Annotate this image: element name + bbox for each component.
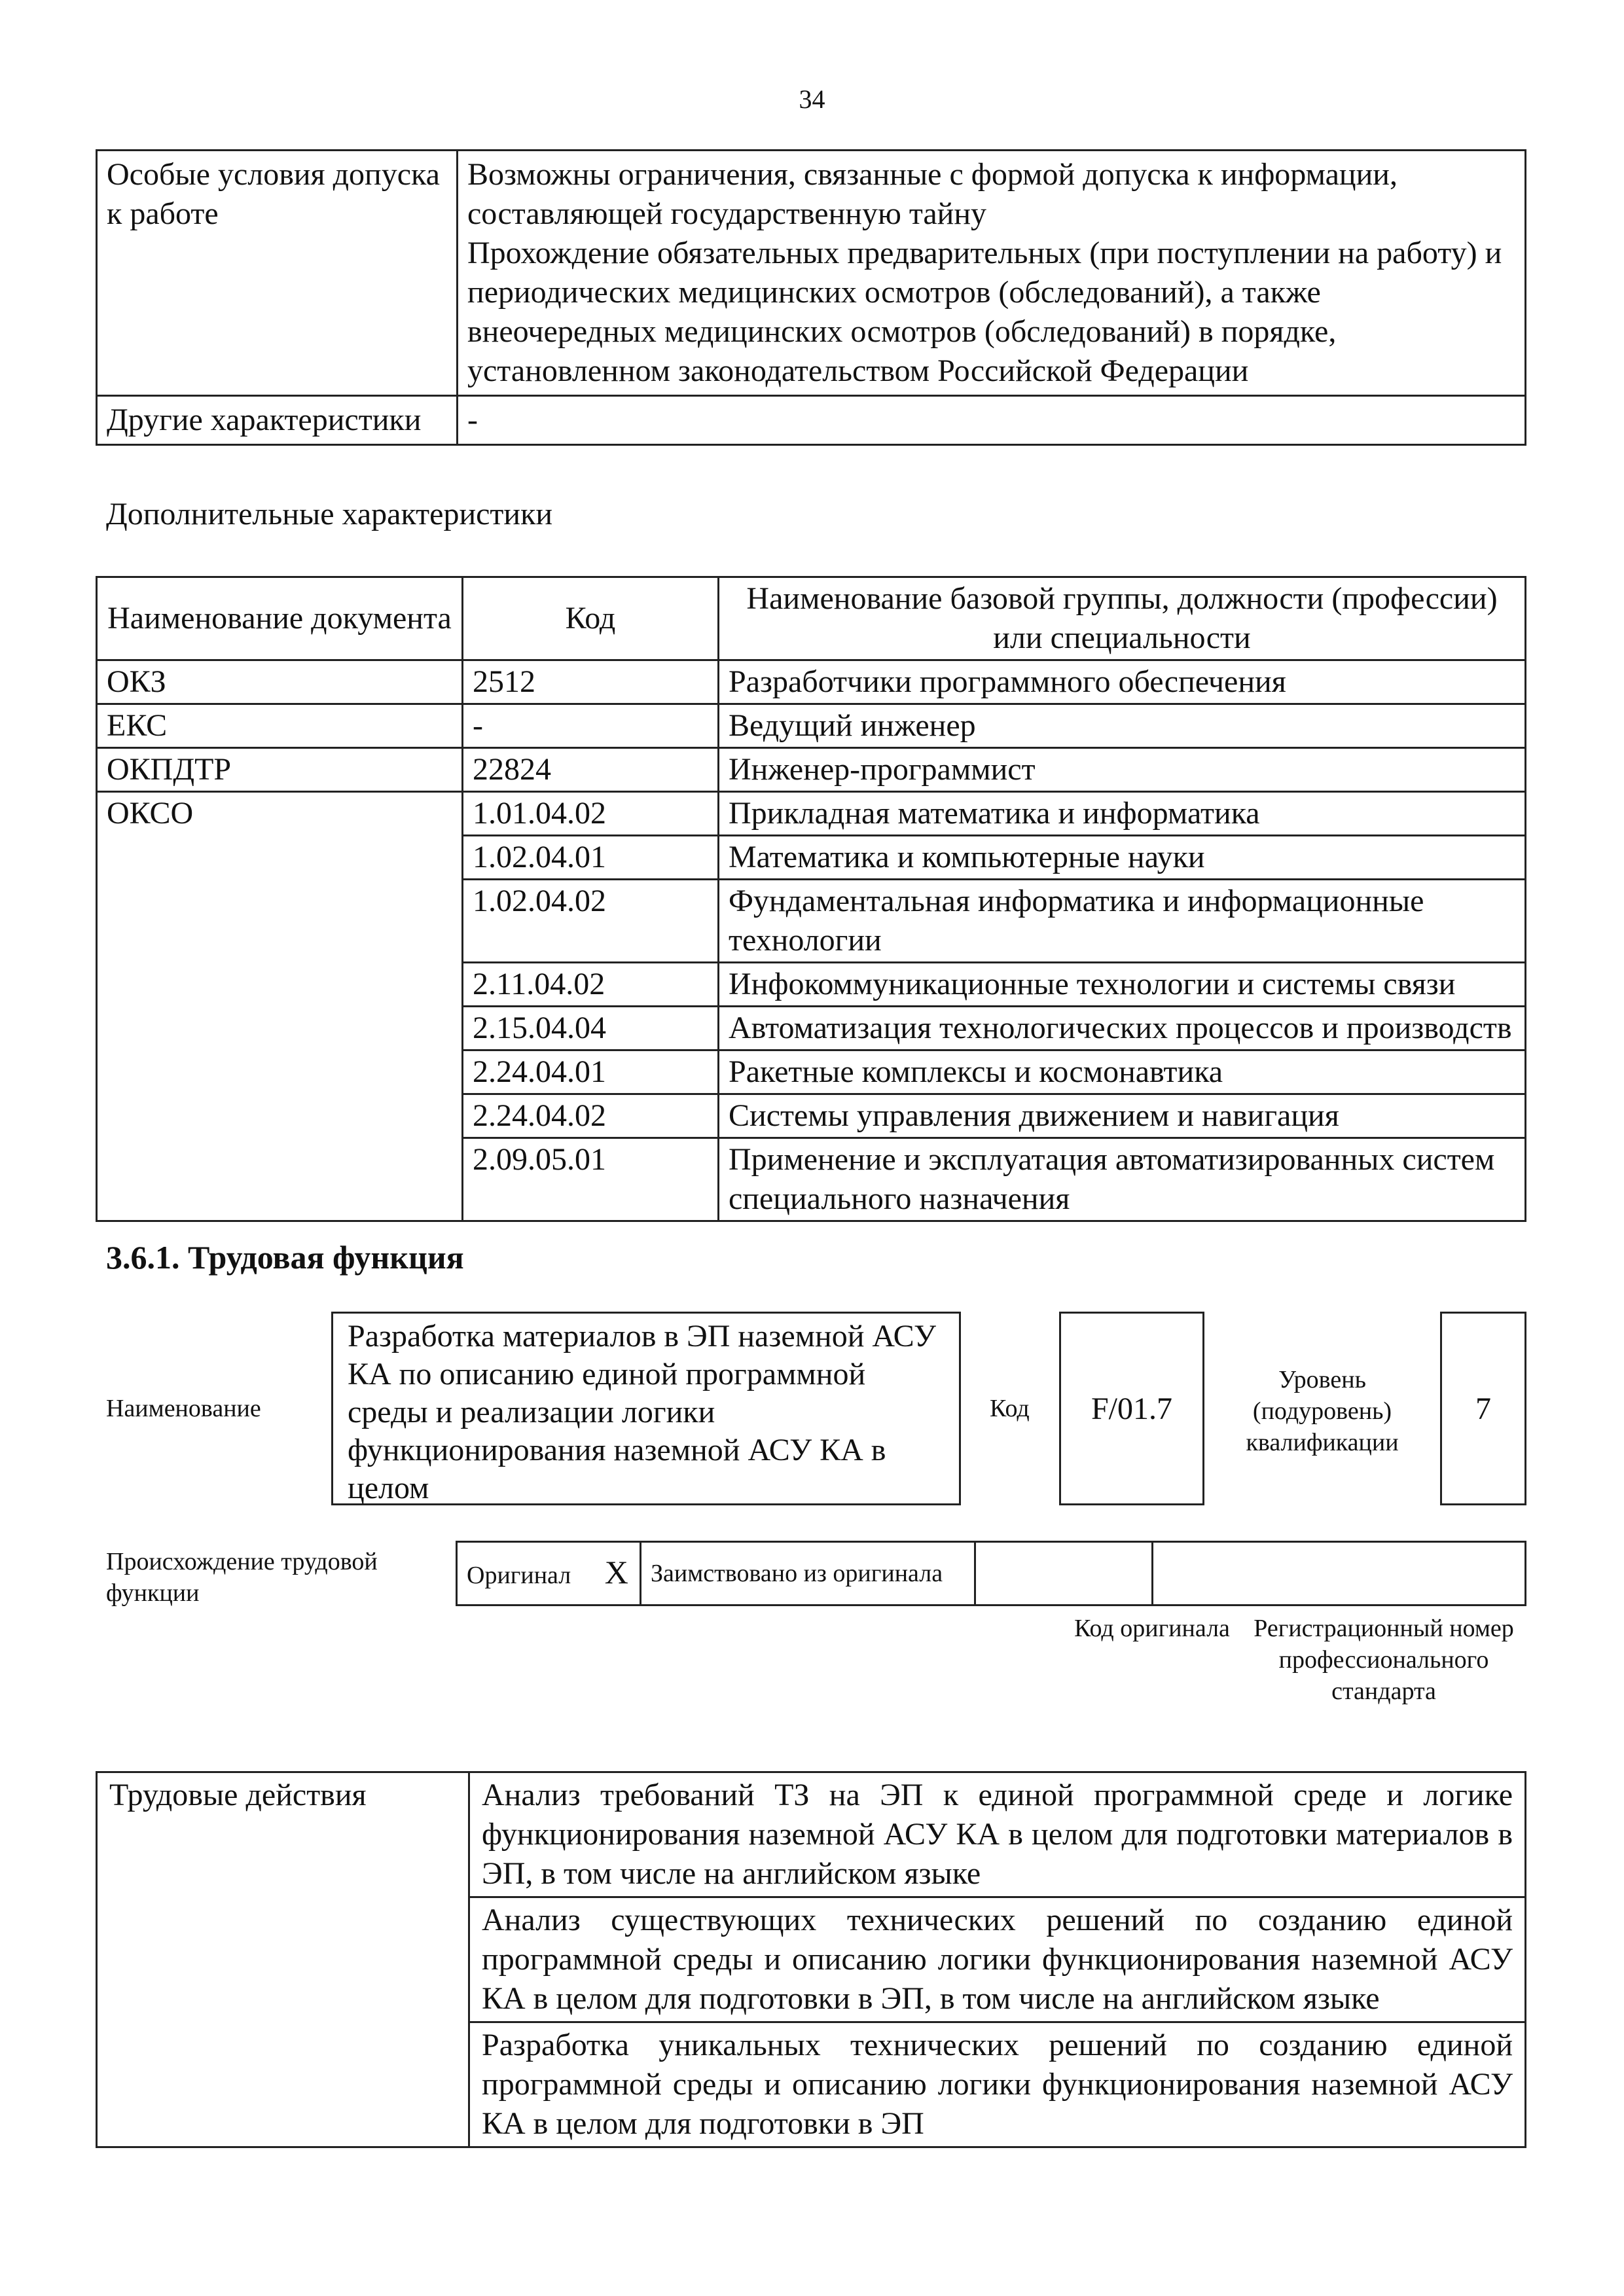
special-conditions-label: Особые условия допуска к работе <box>97 151 458 396</box>
code-cell: - <box>463 704 719 748</box>
original-cell <box>457 1542 641 1605</box>
table-row <box>97 704 1526 748</box>
name-cell: Математика и компьютерные науки <box>719 836 1526 880</box>
code-cell: 2.09.05.01 <box>463 1138 719 1221</box>
table-row <box>457 1542 1526 1605</box>
name-cell: Прикладная математика и информатика <box>719 792 1526 836</box>
header-name: Наименование базовой группы, должности (профессии) или специальности <box>719 577 1526 660</box>
qualification-level-box: 7 <box>1440 1312 1526 1505</box>
name-cell: Ракетные комплексы и космонавтика <box>719 1050 1526 1094</box>
original-mark: X <box>604 1553 628 1590</box>
header-doc: Наименование документа <box>97 577 463 660</box>
borrowed-label: Заимствовано из оригинала <box>641 1542 975 1605</box>
function-name-box: Разработка материалов в ЭП наземной АСУ КА по описанию единой программной среды и реализации логики функционирования наземной АСУ КА в целом <box>331 1312 961 1505</box>
function-name-label: Наименование <box>106 1395 261 1422</box>
reg-number-cell <box>1153 1542 1526 1605</box>
table-row <box>97 396 1526 445</box>
actions-label: Трудовые действия <box>97 1772 469 2147</box>
name-cell: Инфокоммуникационные технологии и системы связи <box>719 963 1526 1007</box>
qualification-level-label: Уровень (подуровень) квалификации <box>1246 1366 1399 1456</box>
page-number: 34 <box>799 84 825 114</box>
table-row <box>97 151 1526 396</box>
original-label: Оригинал <box>467 1561 571 1589</box>
action-item: Анализ требований ТЗ на ЭП к единой программной среде и логике функционирования наземной АСУ КА в целом для подготовки материалов в ЭП, в том числе на английском языке <box>469 1772 1526 1897</box>
name-cell: Применение и эксплуатация автоматизированных систем специального назначения <box>719 1138 1526 1221</box>
origin-table <box>456 1541 1526 1606</box>
name-cell: Системы управления движением и навигация <box>719 1094 1526 1138</box>
actions-table <box>96 1771 1526 2148</box>
doc-cell: ОКЗ <box>97 660 463 704</box>
conditions-table <box>96 149 1526 446</box>
original-code-caption: Код оригинала <box>1074 1615 1230 1642</box>
additional-table <box>96 576 1526 1222</box>
condition-line: Прохождение обязательных предварительных (при поступлении на работу) и периодических медицинских осмотров (обследований), а также внеочередных медицинских осмотров (обследований) в порядке, установленном законодательством Российской Федерации <box>467 236 1502 388</box>
reg-number-caption: Регистрационный номер профессионального стандарта <box>1254 1615 1514 1705</box>
action-item: Разработка уникальных технических решений по созданию единой программной среды и описанию логики функционирования наземной АСУ КА в целом для подготовки в ЭП <box>469 2022 1526 2147</box>
code-cell: 1.01.04.02 <box>463 792 719 836</box>
doc-cell: ОКПДТР <box>97 748 463 792</box>
function-code-label: Код <box>990 1395 1030 1422</box>
name-cell: Разработчики программного обеспечения <box>719 660 1526 704</box>
code-cell: 2.15.04.04 <box>463 1007 719 1050</box>
table-row <box>97 792 1526 836</box>
code-cell: 1.02.04.01 <box>463 836 719 880</box>
condition-line: Возможны ограничения, связанные с формой допуска к информации, составляющей государственную тайну <box>467 157 1398 231</box>
function-code-box: F/01.7 <box>1059 1312 1204 1505</box>
table-header-row <box>97 577 1526 660</box>
doc-cell: ОКСО <box>97 792 463 1221</box>
action-item: Анализ существующих технических решений по созданию единой программной среды и описанию логики функционирования наземной АСУ КА в целом для подготовки в ЭП, в том числе на английском языке <box>469 1897 1526 2022</box>
name-cell: Ведущий инженер <box>719 704 1526 748</box>
section-title: 3.6.1. Трудовая функция <box>106 1239 464 1276</box>
code-cell: 1.02.04.02 <box>463 880 719 963</box>
name-cell: Автоматизация технологических процессов и производств <box>719 1007 1526 1050</box>
header-code: Код <box>463 577 719 660</box>
table-row <box>97 1772 1526 1897</box>
table-row <box>97 660 1526 704</box>
additional-heading: Дополнительные характеристики <box>106 497 553 531</box>
code-cell: 2.24.04.01 <box>463 1050 719 1094</box>
code-cell: 2.24.04.02 <box>463 1094 719 1138</box>
other-characteristics-label: Другие характеристики <box>97 396 458 445</box>
special-conditions-value <box>458 151 1526 396</box>
other-characteristics-value: - <box>458 396 1526 445</box>
code-cell: 2512 <box>463 660 719 704</box>
code-cell: 22824 <box>463 748 719 792</box>
doc-cell: ЕКС <box>97 704 463 748</box>
table-row <box>97 748 1526 792</box>
original-code-cell <box>975 1542 1153 1605</box>
name-cell: Инженер-программист <box>719 748 1526 792</box>
code-cell: 2.11.04.02 <box>463 963 719 1007</box>
name-cell: Фундаментальная информатика и информационные технологии <box>719 880 1526 963</box>
origin-label: Происхождение трудовой функции <box>106 1548 378 1607</box>
